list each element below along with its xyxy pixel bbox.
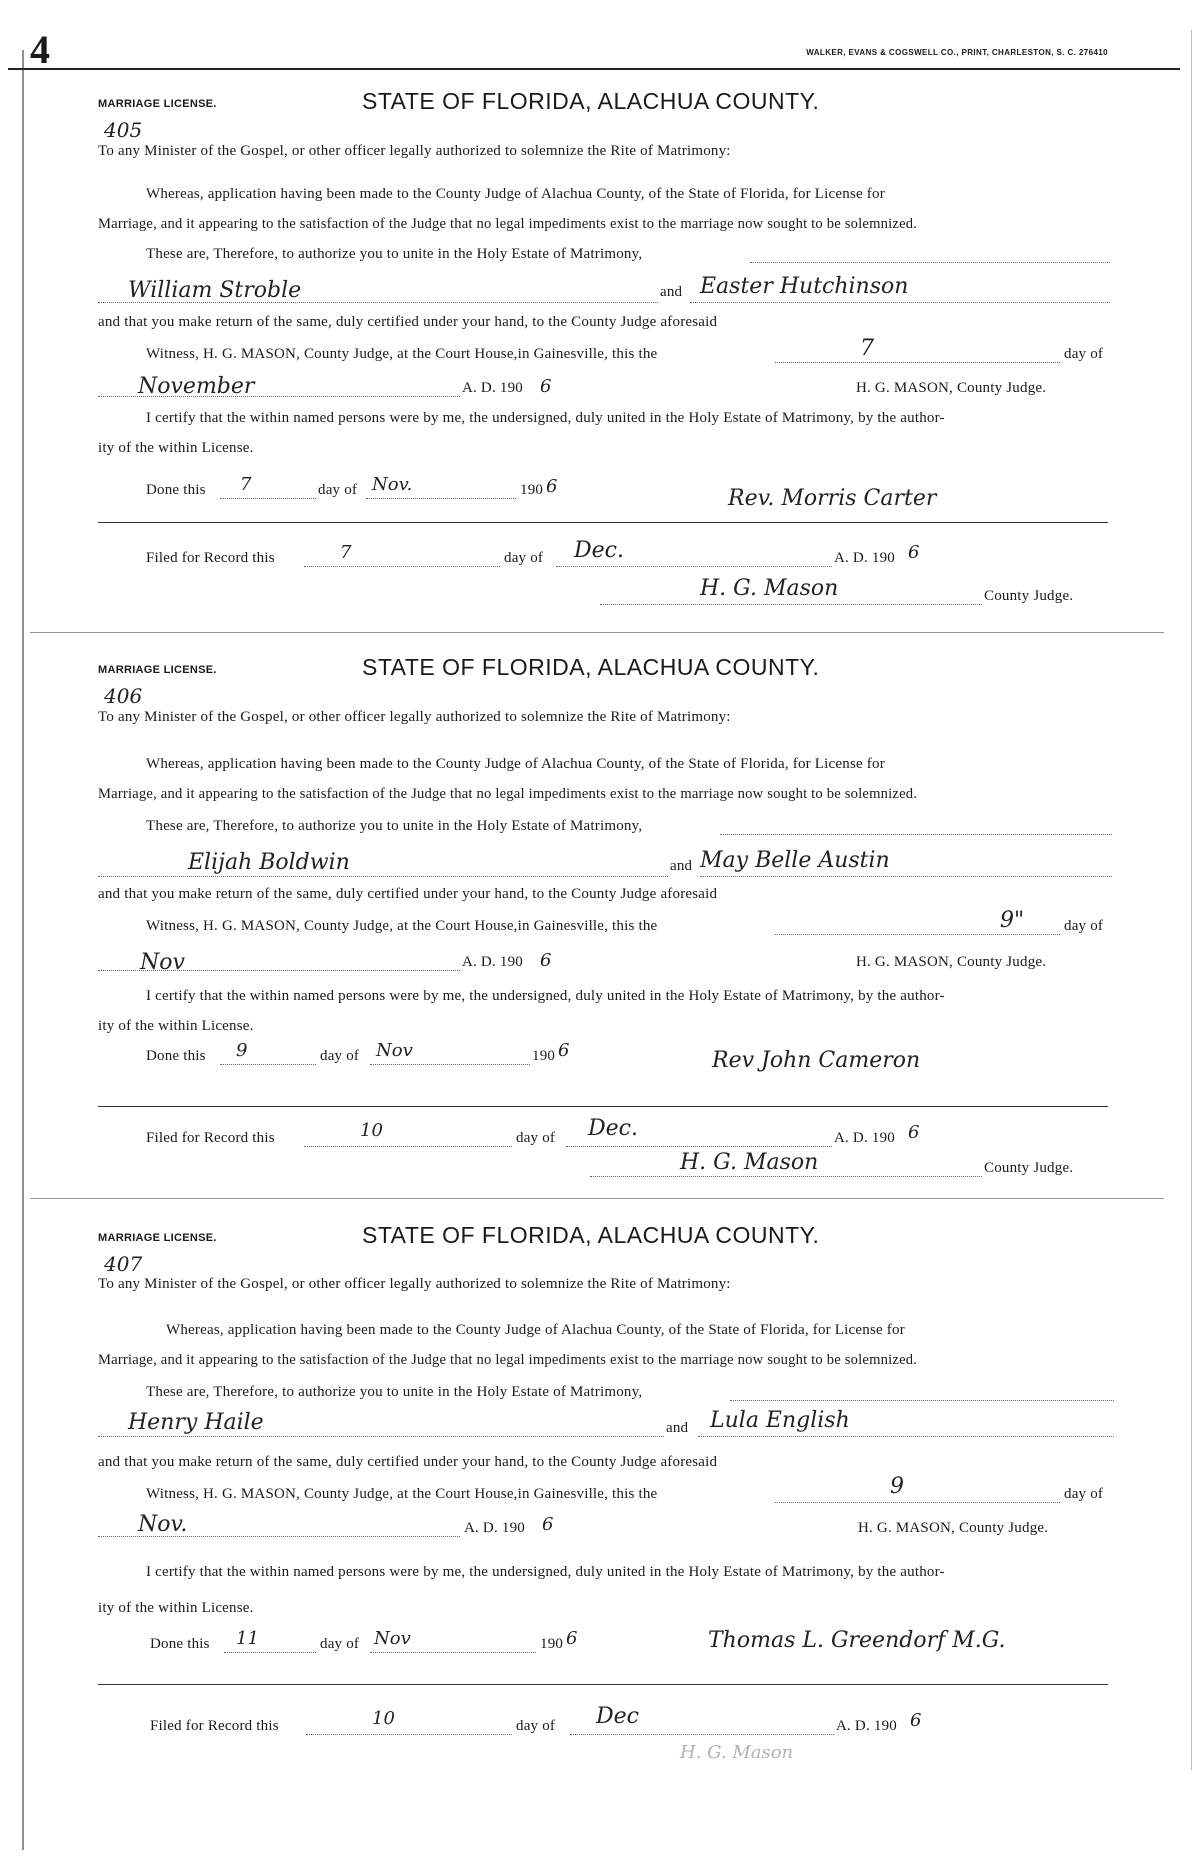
done-month: Nov. — [372, 474, 413, 495]
officiant-signature: Thomas L. Greendorf M.G. — [708, 1628, 1006, 1653]
judge-signature-blank — [600, 604, 982, 605]
witness-day: 9" — [1000, 908, 1025, 933]
officiant-signature: Rev. Morris Carter — [728, 486, 937, 511]
return-clause: and that you make return of the same, duly certified under your hand, to the County Judge aforesaid — [98, 1454, 718, 1470]
whereas-line-2: Marriage, and it appearing to the satisfaction of the Judge that no legal impediments exist to the marriage now sought to be solemnized. — [98, 786, 918, 802]
year-label: 190 — [540, 1636, 564, 1652]
filed-label: Filed for Record this — [150, 1718, 279, 1734]
judge-signature: H. G. Mason — [700, 576, 839, 601]
certify-line-1: I certify that the within named persons were by me, the undersigned, duly united in the Holy Estate of Matrimony, by the author- — [146, 988, 945, 1004]
blank-line — [750, 262, 1110, 263]
license-label: MARRIAGE LICENSE. — [98, 98, 217, 110]
witness-year: 6 — [540, 376, 552, 397]
and-word: and — [670, 858, 693, 874]
done-this-label: Done this — [146, 1048, 206, 1064]
day-of-short: day of — [318, 482, 358, 498]
county-judge-label: County Judge. — [984, 1160, 1074, 1176]
day-of-short: day of — [320, 1048, 360, 1064]
salutation: To any Minister of the Gospel, or other officer legally authorized to solemnize the Rite of Matrimony: — [98, 1276, 731, 1292]
judge-name: H. G. MASON, County Judge. — [856, 954, 1047, 970]
ad-label: A. D. 190 — [462, 954, 523, 970]
done-day-blank — [220, 498, 316, 499]
salutation: To any Minister of the Gospel, or other officer legally authorized to solemnize the Rite of Matrimony: — [98, 143, 731, 159]
judge-name: H. G. MASON, County Judge. — [856, 380, 1047, 396]
bride-blank — [698, 1436, 1114, 1437]
top-rule — [8, 68, 1180, 70]
license-title: STATE OF FLORIDA, ALACHUA COUNTY. — [362, 1222, 820, 1248]
done-this-label: Done this — [150, 1636, 210, 1652]
done-year: 6 — [566, 1628, 578, 1649]
inner-rule — [98, 1684, 1108, 1685]
witness-day-blank — [775, 1502, 1060, 1503]
witness-day: 7 — [860, 336, 874, 361]
done-day-blank — [224, 1652, 316, 1653]
filed-month-blank — [556, 566, 832, 567]
done-year: 6 — [558, 1040, 570, 1061]
filed-day-blank — [306, 1734, 512, 1735]
whereas-line-1: Whereas, application having been made to the County Judge of Alachua County, of the State of Florida, for License for — [146, 186, 885, 202]
done-day-blank — [220, 1064, 316, 1065]
filed-label: Filed for Record this — [146, 550, 275, 566]
filed-day-of: day of — [516, 1130, 556, 1146]
license-number: 406 — [104, 684, 143, 708]
and-word: and — [660, 284, 683, 300]
day-of-label: day of — [1064, 918, 1104, 934]
judge-name: H. G. MASON, County Judge. — [858, 1520, 1049, 1536]
certify-line-2: ity of the within License. — [98, 440, 254, 456]
county-judge-label: County Judge. — [984, 588, 1074, 604]
done-month-blank — [370, 1064, 530, 1065]
witness-year: 6 — [542, 1514, 554, 1535]
day-of-label: day of — [1064, 1486, 1104, 1502]
marriage-license-1 — [0, 88, 1200, 658]
marriage-license-2 — [0, 654, 1200, 1224]
ad-label: A. D. 190 — [464, 1520, 525, 1536]
marriage-license-3 — [0, 1222, 1200, 1792]
filed-month-blank — [570, 1734, 834, 1735]
printer-imprint: WALKER, EVANS & COGSWELL CO., PRINT, CHARLESTON, S. C. 276410 — [806, 48, 1108, 57]
salutation: To any Minister of the Gospel, or other officer legally authorized to solemnize the Rite of Matrimony: — [98, 709, 731, 725]
groom-blank — [98, 302, 658, 303]
witness-line: Witness, H. G. MASON, County Judge, at the Court House,in Gainesville, this the — [146, 346, 658, 362]
judge-signature: H. G. Mason — [680, 1150, 819, 1175]
witness-month: November — [138, 374, 255, 399]
filed-month: Dec. — [574, 538, 624, 563]
filed-month: Dec. — [588, 1116, 638, 1141]
witness-year: 6 — [540, 950, 552, 971]
return-clause: and that you make return of the same, duly certified under your hand, to the County Judge aforesaid — [98, 314, 718, 330]
page-number: 4 — [30, 27, 50, 72]
and-word: and — [666, 1420, 689, 1436]
year-label: 190 — [532, 1048, 556, 1064]
therefore-line: These are, Therefore, to authorize you to unite in the Holy Estate of Matrimony, — [146, 246, 643, 262]
witness-month: Nov — [140, 950, 185, 975]
whereas-line-2: Marriage, and it appearing to the satisfaction of the Judge that no legal impediments exist to the marriage now sought to be solemnized. — [98, 216, 918, 232]
done-month-blank — [366, 498, 516, 499]
judge-signature: H. G. Mason — [680, 1742, 794, 1763]
bride-blank — [690, 302, 1110, 303]
groom-blank — [98, 1436, 664, 1437]
filed-day: 10 — [372, 1708, 395, 1729]
filed-day: 7 — [340, 542, 352, 563]
license-label: MARRIAGE LICENSE. — [98, 1232, 217, 1244]
done-month: Nov — [374, 1628, 411, 1649]
year-label: 190 — [520, 482, 544, 498]
done-day: 7 — [240, 474, 252, 495]
done-month: Nov — [376, 1040, 413, 1061]
blank-line — [730, 1400, 1114, 1401]
filed-month-blank — [566, 1146, 832, 1147]
witness-month-blank — [98, 970, 460, 971]
judge-signature-blank — [590, 1176, 982, 1177]
bride-name: Easter Hutchinson — [700, 274, 909, 299]
whereas-line-2: Marriage, and it appearing to the satisfaction of the Judge that no legal impediments exist to the marriage now sought to be solemnized. — [98, 1352, 918, 1368]
license-title: STATE OF FLORIDA, ALACHUA COUNTY. — [362, 88, 820, 114]
witness-day-blank — [775, 362, 1060, 363]
bride-blank — [700, 876, 1112, 877]
witness-month-blank — [98, 396, 460, 397]
filed-year: 6 — [908, 542, 920, 563]
filed-ad-label: A. D. 190 — [834, 1130, 895, 1146]
filed-day-of: day of — [516, 1718, 556, 1734]
certify-line-1: I certify that the within named persons were by me, the undersigned, duly united in the Holy Estate of Matrimony, by the author- — [146, 410, 945, 426]
license-title: STATE OF FLORIDA, ALACHUA COUNTY. — [362, 654, 820, 680]
bride-name: May Belle Austin — [700, 848, 890, 873]
filed-ad-label: A. D. 190 — [836, 1718, 897, 1734]
therefore-line: These are, Therefore, to authorize you to unite in the Holy Estate of Matrimony, — [146, 818, 643, 834]
witness-day-blank — [775, 934, 1060, 935]
groom-name: Elijah Boldwin — [188, 850, 350, 875]
witness-day: 9 — [890, 1474, 904, 1499]
witness-month: Nov. — [138, 1512, 188, 1537]
groom-name: William Stroble — [128, 278, 302, 303]
witness-month-blank — [98, 1536, 460, 1537]
license-label: MARRIAGE LICENSE. — [98, 664, 217, 676]
officiant-signature: Rev John Cameron — [712, 1048, 921, 1073]
done-day: 9 — [236, 1040, 248, 1061]
ad-label: A. D. 190 — [462, 380, 523, 396]
witness-line: Witness, H. G. MASON, County Judge, at the Court House,in Gainesville, this the — [146, 918, 658, 934]
filed-label: Filed for Record this — [146, 1130, 275, 1146]
done-year: 6 — [546, 476, 558, 497]
groom-blank — [98, 876, 668, 877]
done-this-label: Done this — [146, 482, 206, 498]
done-day: 11 — [236, 1628, 259, 1649]
filed-year: 6 — [908, 1122, 920, 1143]
done-month-blank — [370, 1652, 536, 1653]
certify-line-2: ity of the within License. — [98, 1018, 254, 1034]
license-number: 405 — [104, 118, 143, 142]
filed-day-blank — [304, 1146, 512, 1147]
filed-day-blank — [304, 566, 500, 567]
therefore-line: These are, Therefore, to authorize you to unite in the Holy Estate of Matrimony, — [146, 1384, 643, 1400]
filed-month: Dec — [596, 1704, 639, 1729]
whereas-line-1: Whereas, application having been made to the County Judge of Alachua County, of the State of Florida, for License for — [166, 1322, 905, 1338]
blank-line — [720, 834, 1112, 835]
filed-year: 6 — [910, 1710, 922, 1731]
witness-line: Witness, H. G. MASON, County Judge, at the Court House,in Gainesville, this the — [146, 1486, 658, 1502]
day-of-short: day of — [320, 1636, 360, 1652]
license-number: 407 — [104, 1252, 143, 1276]
inner-rule — [98, 522, 1108, 523]
filed-day-of: day of — [504, 550, 544, 566]
certify-line-2: ity of the within License. — [98, 1600, 254, 1616]
whereas-line-1: Whereas, application having been made to the County Judge of Alachua County, of the State of Florida, for License for — [146, 756, 885, 772]
return-clause: and that you make return of the same, duly certified under your hand, to the County Judge aforesaid — [98, 886, 718, 902]
day-of-label: day of — [1064, 346, 1104, 362]
bride-name: Lula English — [710, 1408, 850, 1433]
groom-name: Henry Haile — [128, 1410, 264, 1435]
filed-ad-label: A. D. 190 — [834, 550, 895, 566]
inner-rule — [98, 1106, 1108, 1107]
filed-day: 10 — [360, 1120, 383, 1141]
certify-line-1: I certify that the within named persons were by me, the undersigned, duly united in the Holy Estate of Matrimony, by the author- — [146, 1564, 945, 1580]
